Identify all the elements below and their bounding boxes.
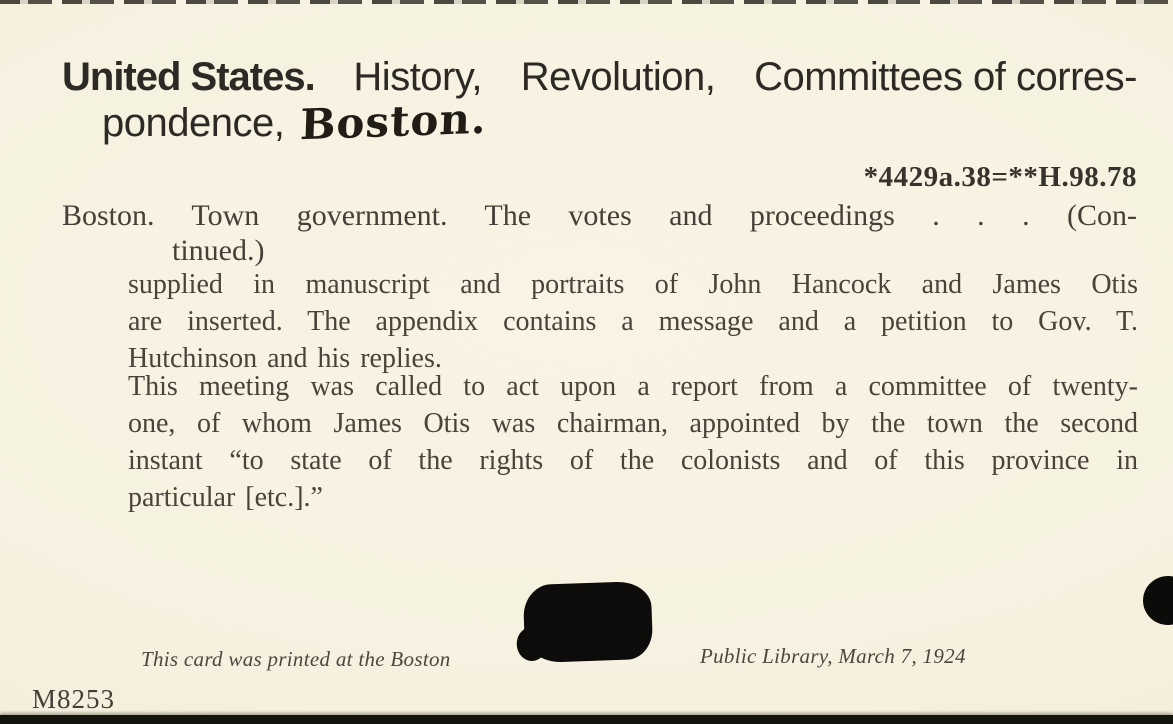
subject-heading-line-1: [62, 54, 1137, 100]
text-line: Hutchinson and his replies.: [128, 343, 442, 374]
card-series-number: M8253: [32, 684, 116, 714]
subject-heading-line-2: [102, 93, 488, 150]
note-paragraph-1: [128, 266, 1138, 377]
text-line: are inserted. The appendix contains a message and a petition to Gov. T.: [128, 306, 1138, 337]
printer-imprint-right: Public Library, March 7, 1924: [700, 644, 966, 668]
title-entry-line-1: Boston. Town government. The votes and proceedings . . . (Con-: [62, 199, 1137, 232]
scan-top-edge: [0, 0, 1173, 4]
heading-subdivision-history: History,: [353, 55, 483, 99]
heading-subdivision-revolution: Revolution,: [520, 55, 716, 99]
text-line: instant “to state of the rights of the colonists and of this province in: [128, 445, 1138, 476]
text-line: This meeting was called to act upon a report from a committee of twenty-: [128, 371, 1138, 402]
note-paragraph-2: [128, 368, 1138, 516]
handwritten-boston-annotation: Boston.: [299, 93, 488, 150]
heading-subdivision-committees: Committees of corres-: [754, 55, 1137, 99]
heading-continuation-text: pondence,: [102, 101, 285, 145]
printer-imprint-left: This card was printed at the Boston: [141, 647, 451, 671]
text-line: one, of whom James Otis was chairman, appointed by the town the second: [128, 408, 1138, 439]
ink-redaction-blob: [523, 581, 654, 663]
punch-hole-dot: [1143, 576, 1173, 625]
heading-main-entry: United States.: [62, 55, 315, 99]
title-entry-line-2: tinued.): [172, 234, 265, 267]
text-line: supplied in manuscript and portraits of John Hancock and James Otis: [128, 269, 1138, 300]
scan-bottom-edge: [0, 715, 1173, 724]
text-line: particular [etc.].”: [128, 482, 323, 513]
call-number: *4429a.38=**H.98.78: [863, 161, 1137, 193]
